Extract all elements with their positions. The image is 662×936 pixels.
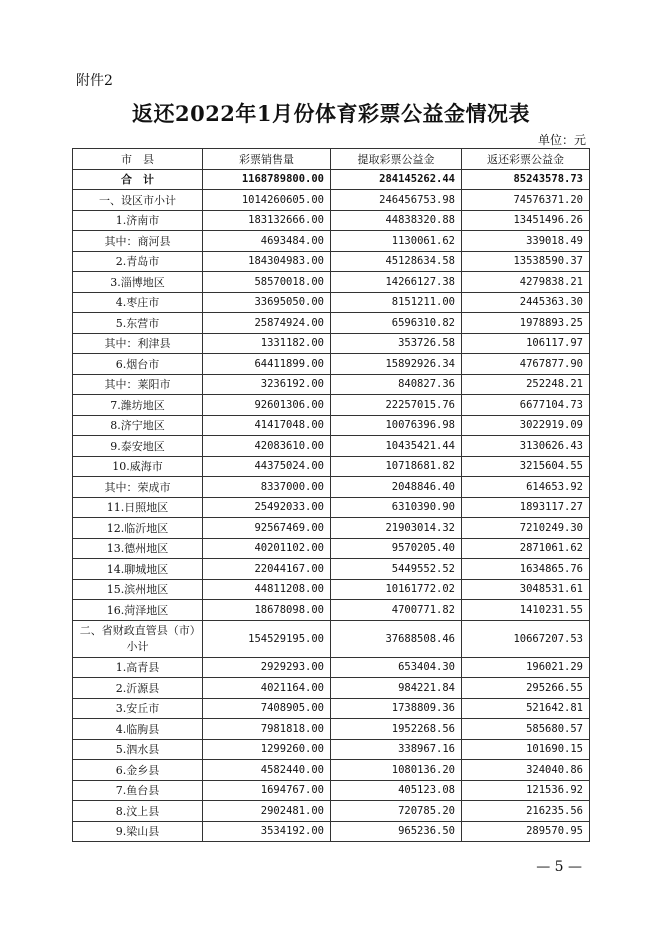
table-row — [73, 801, 590, 822]
cell-sales: 25492033.00 — [203, 497, 331, 518]
table-row — [73, 415, 590, 436]
cell-returned: 74576371.20 — [462, 190, 590, 211]
cell-returned: 521642.81 — [462, 698, 590, 719]
table-row — [73, 821, 590, 842]
cell-name: 2.青岛市 — [73, 251, 203, 272]
cell-returned: 6677104.73 — [462, 395, 590, 416]
cell-extracted: 246456753.98 — [331, 190, 462, 211]
cell-name: 3.安丘市 — [73, 698, 203, 719]
cell-name: 一、设区市小计 — [73, 190, 203, 211]
column-header: 彩票销售量 — [203, 149, 331, 170]
table-row — [73, 780, 590, 801]
cell-name: 其中：莱阳市 — [73, 374, 203, 395]
table-row — [73, 518, 590, 539]
cell-sales: 7408905.00 — [203, 698, 331, 719]
cell-sales: 154529195.00 — [203, 620, 331, 657]
cell-name: 1.高青县 — [73, 657, 203, 678]
cell-returned: 3215604.55 — [462, 456, 590, 477]
cell-sales: 1299260.00 — [203, 739, 331, 760]
cell-extracted: 405123.08 — [331, 780, 462, 801]
table-header-row — [73, 149, 590, 170]
cell-extracted: 720785.20 — [331, 801, 462, 822]
cell-sales: 18678098.00 — [203, 600, 331, 621]
cell-name: 4.临朐县 — [73, 719, 203, 740]
cell-sales: 4021164.00 — [203, 678, 331, 699]
cell-returned: 252248.21 — [462, 374, 590, 395]
cell-name: 5.东营市 — [73, 313, 203, 334]
table-row — [73, 678, 590, 699]
cell-sales: 25874924.00 — [203, 313, 331, 334]
cell-returned: 121536.92 — [462, 780, 590, 801]
table-row — [73, 477, 590, 498]
cell-extracted: 10076396.98 — [331, 415, 462, 436]
cell-name: 8.济宁地区 — [73, 415, 203, 436]
cell-extracted: 1738809.36 — [331, 698, 462, 719]
cell-extracted: 9570205.40 — [331, 538, 462, 559]
cell-sales: 3534192.00 — [203, 821, 331, 842]
cell-name: 13.德州地区 — [73, 538, 203, 559]
cell-returned: 13451496.26 — [462, 210, 590, 231]
cell-extracted: 1080136.20 — [331, 760, 462, 781]
cell-name: 其中：荣成市 — [73, 477, 203, 498]
total-row — [73, 169, 590, 190]
cell-returned: 216235.56 — [462, 801, 590, 822]
cell-name: 12.临沂地区 — [73, 518, 203, 539]
table-row — [73, 190, 590, 211]
attachment-label: 附件2 — [76, 73, 113, 89]
cell-sales: 3236192.00 — [203, 374, 331, 395]
total-extracted: 284145262.44 — [331, 169, 462, 190]
table-row — [73, 436, 590, 457]
cell-extracted: 8151211.00 — [331, 292, 462, 313]
cell-name: 7.鱼台县 — [73, 780, 203, 801]
cell-sales: 7981818.00 — [203, 719, 331, 740]
table-row — [73, 354, 590, 375]
cell-extracted: 6310390.90 — [331, 497, 462, 518]
cell-name: 其中：商河县 — [73, 231, 203, 252]
table-row — [73, 210, 590, 231]
cell-name: 二、省财政直管县（市）小计 — [73, 620, 203, 657]
lottery-fund-table — [72, 148, 590, 842]
table-row — [73, 231, 590, 252]
cell-extracted: 4700771.82 — [331, 600, 462, 621]
cell-extracted: 338967.16 — [331, 739, 462, 760]
column-header: 返还彩票公益金 — [462, 149, 590, 170]
cell-sales: 8337000.00 — [203, 477, 331, 498]
cell-extracted: 37688508.46 — [331, 620, 462, 657]
cell-sales: 44811208.00 — [203, 579, 331, 600]
cell-returned: 585680.57 — [462, 719, 590, 740]
cell-name: 8.汶上县 — [73, 801, 203, 822]
cell-extracted: 5449552.52 — [331, 559, 462, 580]
cell-sales: 40201102.00 — [203, 538, 331, 559]
cell-returned: 614653.92 — [462, 477, 590, 498]
cell-returned: 289570.95 — [462, 821, 590, 842]
cell-extracted: 10161772.02 — [331, 579, 462, 600]
cell-extracted: 10718681.82 — [331, 456, 462, 477]
cell-extracted: 2048846.40 — [331, 477, 462, 498]
cell-returned: 7210249.30 — [462, 518, 590, 539]
cell-returned: 3022919.09 — [462, 415, 590, 436]
table-row — [73, 272, 590, 293]
table-row — [73, 374, 590, 395]
cell-sales: 58570018.00 — [203, 272, 331, 293]
table-row — [73, 456, 590, 477]
cell-sales: 64411899.00 — [203, 354, 331, 375]
cell-sales: 22044167.00 — [203, 559, 331, 580]
cell-name: 10.威海市 — [73, 456, 203, 477]
cell-returned: 324040.86 — [462, 760, 590, 781]
cell-name: 14.聊城地区 — [73, 559, 203, 580]
table-row — [73, 657, 590, 678]
cell-extracted: 14266127.38 — [331, 272, 462, 293]
cell-name: 6.金乡县 — [73, 760, 203, 781]
cell-name: 16.菏泽地区 — [73, 600, 203, 621]
cell-returned: 339018.49 — [462, 231, 590, 252]
cell-returned: 101690.15 — [462, 739, 590, 760]
table-row — [73, 698, 590, 719]
cell-returned: 2871061.62 — [462, 538, 590, 559]
cell-extracted: 6596310.82 — [331, 313, 462, 334]
table-row — [73, 395, 590, 416]
cell-name: 4.枣庄市 — [73, 292, 203, 313]
cell-name: 2.沂源县 — [73, 678, 203, 699]
total-returned: 85243578.73 — [462, 169, 590, 190]
table-row — [73, 313, 590, 334]
cell-sales: 41417048.00 — [203, 415, 331, 436]
unit-label: 单位：元 — [537, 133, 586, 147]
cell-extracted: 10435421.44 — [331, 436, 462, 457]
cell-returned: 3048531.61 — [462, 579, 590, 600]
cell-returned: 4279838.21 — [462, 272, 590, 293]
cell-returned: 3130626.43 — [462, 436, 590, 457]
table-row — [73, 559, 590, 580]
table-row — [73, 333, 590, 354]
cell-extracted: 840827.36 — [331, 374, 462, 395]
cell-extracted: 44838320.88 — [331, 210, 462, 231]
cell-extracted: 15892926.34 — [331, 354, 462, 375]
cell-name: 7.潍坊地区 — [73, 395, 203, 416]
cell-sales: 44375024.00 — [203, 456, 331, 477]
total-sales: 1168789800.00 — [203, 169, 331, 190]
cell-extracted: 984221.84 — [331, 678, 462, 699]
cell-sales: 1014260605.00 — [203, 190, 331, 211]
page-title: 返还2022年1月份体育彩票公益金情况表 — [131, 101, 531, 126]
table-row — [73, 251, 590, 272]
table-row — [73, 292, 590, 313]
cell-name: 其中：利津县 — [73, 333, 203, 354]
cell-returned: 4767877.90 — [462, 354, 590, 375]
cell-sales: 1331182.00 — [203, 333, 331, 354]
cell-returned: 10667207.53 — [462, 620, 590, 657]
total-label: 合 计 — [73, 169, 203, 190]
page-number: — 5 — — [536, 859, 582, 875]
cell-name: 5.泗水县 — [73, 739, 203, 760]
cell-returned: 196021.29 — [462, 657, 590, 678]
cell-returned: 1410231.55 — [462, 600, 590, 621]
cell-returned: 106117.97 — [462, 333, 590, 354]
cell-returned: 1893117.27 — [462, 497, 590, 518]
cell-extracted: 1952268.56 — [331, 719, 462, 740]
table-row — [73, 538, 590, 559]
cell-returned: 2445363.30 — [462, 292, 590, 313]
cell-extracted: 22257015.76 — [331, 395, 462, 416]
cell-name: 1.济南市 — [73, 210, 203, 231]
cell-name: 15.滨州地区 — [73, 579, 203, 600]
cell-returned: 1978893.25 — [462, 313, 590, 334]
cell-name: 9.泰安地区 — [73, 436, 203, 457]
table-row — [73, 620, 590, 657]
cell-sales: 184304983.00 — [203, 251, 331, 272]
cell-name: 11.日照地区 — [73, 497, 203, 518]
cell-sales: 92601306.00 — [203, 395, 331, 416]
table-row — [73, 579, 590, 600]
cell-name: 6.烟台市 — [73, 354, 203, 375]
cell-extracted: 965236.50 — [331, 821, 462, 842]
table-row — [73, 719, 590, 740]
cell-sales: 183132666.00 — [203, 210, 331, 231]
cell-extracted: 1130061.62 — [331, 231, 462, 252]
table-row — [73, 739, 590, 760]
column-header: 提取彩票公益金 — [331, 149, 462, 170]
cell-sales: 33695050.00 — [203, 292, 331, 313]
cell-sales: 42083610.00 — [203, 436, 331, 457]
cell-extracted: 653404.30 — [331, 657, 462, 678]
cell-name: 9.梁山县 — [73, 821, 203, 842]
table-row — [73, 497, 590, 518]
cell-returned: 295266.55 — [462, 678, 590, 699]
cell-sales: 92567469.00 — [203, 518, 331, 539]
table-row — [73, 760, 590, 781]
cell-sales: 2929293.00 — [203, 657, 331, 678]
cell-extracted: 45128634.58 — [331, 251, 462, 272]
cell-sales: 2902481.00 — [203, 801, 331, 822]
cell-name: 3.淄博地区 — [73, 272, 203, 293]
cell-sales: 1694767.00 — [203, 780, 331, 801]
column-header: 市 县 — [73, 149, 203, 170]
cell-sales: 4693484.00 — [203, 231, 331, 252]
cell-returned: 1634865.76 — [462, 559, 590, 580]
cell-returned: 13538590.37 — [462, 251, 590, 272]
cell-sales: 4582440.00 — [203, 760, 331, 781]
cell-extracted: 353726.58 — [331, 333, 462, 354]
cell-extracted: 21903014.32 — [331, 518, 462, 539]
table-row — [73, 600, 590, 621]
